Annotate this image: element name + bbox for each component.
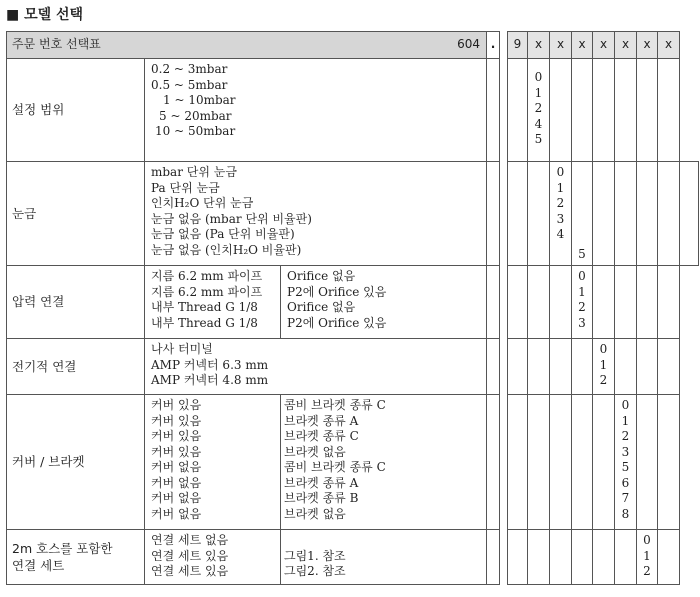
code: 7 xyxy=(621,491,630,505)
code: 0 xyxy=(643,533,651,547)
cell xyxy=(550,530,572,585)
code: 0 xyxy=(621,398,630,412)
electric-options xyxy=(145,339,487,395)
code: 2 xyxy=(621,429,630,443)
cell xyxy=(637,59,658,162)
option: 연결 세트 있음 xyxy=(151,548,229,563)
option: Orifice 없음 xyxy=(287,269,356,283)
cell xyxy=(500,266,508,339)
cell xyxy=(550,59,572,162)
cell xyxy=(572,339,593,395)
option: 눈금 없음 (인치H₂O 비율판) xyxy=(151,242,302,257)
cell xyxy=(593,162,615,266)
hose-name-line: 연결 세트 xyxy=(12,558,65,573)
cell xyxy=(658,339,680,395)
cell xyxy=(615,266,637,339)
option: 5 ~ 20mbar xyxy=(159,108,232,123)
cell xyxy=(508,395,528,530)
code: 5 xyxy=(534,132,543,146)
code: 2 xyxy=(599,373,608,387)
option: 나사 터미널 xyxy=(151,342,213,356)
scale-options xyxy=(145,162,487,266)
option: 0.2 ~ 3mbar xyxy=(151,62,228,76)
option: 1 ~ 10mbar xyxy=(163,93,236,107)
cover-codes xyxy=(615,395,637,530)
option: 커버 있음 xyxy=(151,429,202,443)
option: 눈금 없음 (Pa 단위 비율판) xyxy=(151,227,295,241)
cell xyxy=(658,162,680,266)
code: 6 xyxy=(621,475,630,490)
header-digit: x xyxy=(615,32,637,59)
cell xyxy=(487,266,500,339)
cell xyxy=(658,59,680,162)
option: 브라켓 종류 A xyxy=(284,475,359,490)
code: 1 xyxy=(578,284,586,299)
option: 콤비 브라켓 종류 C xyxy=(284,460,386,474)
option: 커버 있음 xyxy=(151,413,202,428)
header-label-cell xyxy=(7,32,487,59)
hose-row xyxy=(7,530,699,585)
option: mbar 단위 눈금 xyxy=(151,165,237,179)
cell xyxy=(637,162,658,266)
cell xyxy=(572,395,593,530)
option: 커버 없음 xyxy=(151,491,202,505)
option: 브라켓 종류 A xyxy=(284,413,359,428)
cell xyxy=(508,59,528,162)
option: Orifice 없음 xyxy=(287,300,356,314)
code: 5 xyxy=(578,246,586,261)
code: 1 xyxy=(599,357,608,372)
option: 커버 있음 xyxy=(151,444,202,459)
cell xyxy=(637,395,658,530)
option: 연결 세트 있음 xyxy=(151,564,229,578)
cell xyxy=(500,59,508,162)
option: P2에 Orifice 있음 xyxy=(287,315,387,330)
order-number-table xyxy=(6,31,699,585)
code: 0 xyxy=(578,269,586,283)
option xyxy=(284,533,486,549)
option: 10 ~ 50mbar xyxy=(155,124,236,138)
code: 3 xyxy=(578,315,586,330)
cell xyxy=(658,530,680,585)
option: 커버 없음 xyxy=(151,506,202,521)
hose-options-b xyxy=(281,530,487,585)
cell xyxy=(487,395,500,530)
cell xyxy=(528,395,550,530)
code: 4 xyxy=(556,227,565,241)
pressure-options-b xyxy=(281,266,487,339)
range-name: 설정 범위 xyxy=(7,59,145,162)
cell xyxy=(508,530,528,585)
code: 5 xyxy=(621,460,630,474)
cell xyxy=(593,395,615,530)
code: 3 xyxy=(556,211,565,226)
option: 내부 Thread G 1/8 xyxy=(151,300,258,314)
code: 1 xyxy=(643,548,651,563)
cell xyxy=(500,162,508,266)
cell xyxy=(572,59,593,162)
cell xyxy=(487,530,500,585)
range-codes xyxy=(528,59,550,162)
hose-name-line: 2m 호스를 포함한 xyxy=(12,541,113,556)
cell xyxy=(500,395,508,530)
cell xyxy=(637,339,658,395)
option: 콤비 브라켓 종류 C xyxy=(284,398,386,412)
range-row xyxy=(7,59,699,162)
scale-row xyxy=(7,162,699,266)
code: 0 xyxy=(599,342,608,356)
cell xyxy=(528,266,550,339)
pressure-codes xyxy=(572,266,593,339)
header-digit: x xyxy=(658,32,680,59)
option: Pa 단위 눈금 xyxy=(151,180,220,195)
cell xyxy=(680,162,699,266)
electric-row xyxy=(7,339,699,395)
code: 1 xyxy=(621,413,630,428)
header-row xyxy=(7,32,699,59)
cell xyxy=(500,339,508,395)
header-label: 주문 번호 선택표 xyxy=(12,37,101,52)
scale-name: 눈금 xyxy=(7,162,145,266)
cell xyxy=(615,59,637,162)
cell xyxy=(658,395,680,530)
header-digit: x xyxy=(550,32,572,59)
cell xyxy=(550,339,572,395)
cell xyxy=(550,266,572,339)
electric-codes xyxy=(593,339,615,395)
cover-row xyxy=(7,395,699,530)
cell xyxy=(528,339,550,395)
option: 브라켓 없음 xyxy=(284,506,346,521)
header-code: 604 xyxy=(457,37,480,51)
cell xyxy=(487,59,500,162)
header-digit: x xyxy=(637,32,658,59)
option: 0.5 ~ 5mbar xyxy=(151,77,228,92)
code: 1 xyxy=(556,180,565,195)
hose-name xyxy=(7,530,145,585)
option: 그림2. 참조 xyxy=(284,564,346,578)
cell xyxy=(615,339,637,395)
code: 1 xyxy=(534,85,543,100)
cell xyxy=(593,59,615,162)
header-dot: . xyxy=(487,32,500,59)
header-gap xyxy=(500,32,508,59)
electric-name: 전기적 연결 xyxy=(7,339,145,395)
hose-codes xyxy=(637,530,658,585)
section-title: ■ 모델 선택 xyxy=(6,7,84,23)
option: 커버 없음 xyxy=(151,475,202,490)
range-options xyxy=(145,59,487,162)
cell xyxy=(615,530,637,585)
option: 커버 없음 xyxy=(151,460,202,474)
code: 0 xyxy=(534,70,543,84)
pressure-options-a xyxy=(145,266,281,339)
cell xyxy=(615,162,637,266)
pressure-row xyxy=(7,266,699,339)
option: 브라켓 없음 xyxy=(284,444,346,459)
cell xyxy=(487,162,500,266)
cell xyxy=(508,162,528,266)
code: 0 xyxy=(556,165,565,179)
cell xyxy=(487,339,500,395)
option: 브라켓 종류 C xyxy=(284,429,359,443)
code: 2 xyxy=(534,101,543,115)
code: 3 xyxy=(621,444,630,459)
cell xyxy=(528,530,550,585)
code: 2 xyxy=(578,300,586,314)
cell xyxy=(500,530,508,585)
option: 연결 세트 없음 xyxy=(151,533,229,547)
header-digit: x xyxy=(593,32,615,59)
scale-codes xyxy=(550,162,572,266)
cell xyxy=(593,530,615,585)
cell xyxy=(528,162,550,266)
option: 인치H₂O 단위 눈금 xyxy=(151,196,254,210)
option: 지름 6.2 mm 파이프 xyxy=(151,284,263,299)
code: 2 xyxy=(556,196,565,210)
cell xyxy=(658,266,680,339)
cell xyxy=(550,395,572,530)
cell xyxy=(508,339,528,395)
code: 2 xyxy=(643,564,651,578)
option: 그림1. 참조 xyxy=(284,548,346,563)
hose-options-a xyxy=(145,530,281,585)
header-digit: 9 xyxy=(508,32,528,59)
cover-name: 커버 / 브라켓 xyxy=(7,395,145,530)
option: 브라켓 종류 B xyxy=(284,491,359,505)
option: AMP 커넥터 6.3 mm xyxy=(151,357,269,372)
cover-options-a xyxy=(145,395,281,530)
header-digit: x xyxy=(528,32,550,59)
pressure-name: 압력 연결 xyxy=(7,266,145,339)
option: P2에 Orifice 있음 xyxy=(287,284,387,299)
cell xyxy=(572,530,593,585)
code: 8 xyxy=(621,506,630,521)
option: 내부 Thread G 1/8 xyxy=(151,315,258,330)
option: AMP 커넥터 4.8 mm xyxy=(151,373,269,387)
scale-codes-b xyxy=(572,162,593,266)
cell xyxy=(508,266,528,339)
header-digit: x xyxy=(572,32,593,59)
option: 눈금 없음 (mbar 단위 비율판) xyxy=(151,211,312,226)
cover-options-b xyxy=(281,395,487,530)
cell xyxy=(593,266,615,339)
option: 커버 있음 xyxy=(151,398,202,412)
code: 4 xyxy=(534,116,543,131)
option: 지름 6.2 mm 파이프 xyxy=(151,269,263,283)
cell xyxy=(637,266,658,339)
